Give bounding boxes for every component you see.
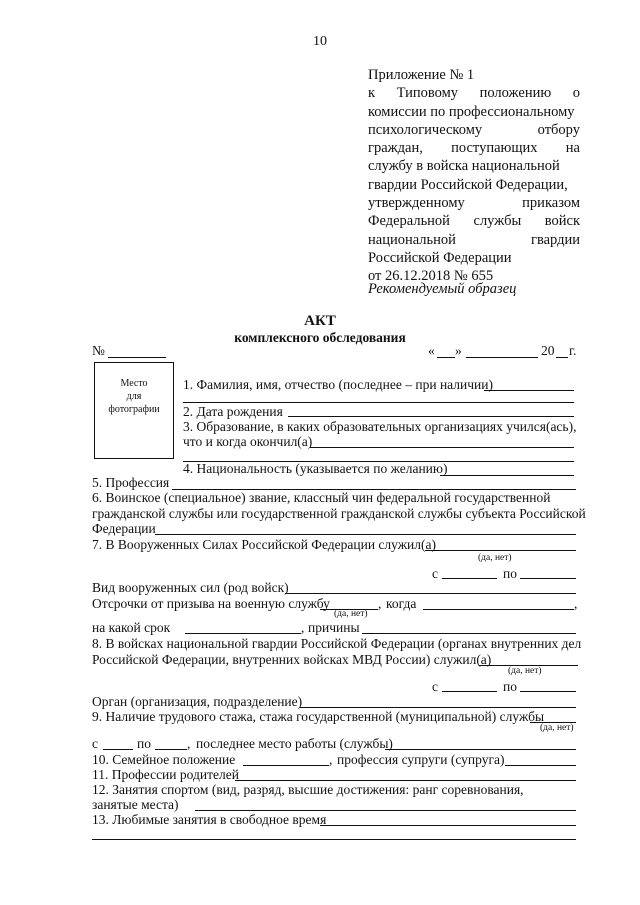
yes-no-hint: (да, нет) bbox=[478, 553, 512, 563]
rank-field[interactable] bbox=[155, 534, 576, 535]
hobbies-field[interactable] bbox=[320, 825, 576, 826]
parents-profession-field[interactable] bbox=[235, 780, 576, 781]
from-label: с bbox=[432, 566, 438, 581]
number-field[interactable] bbox=[108, 357, 166, 358]
last-work-field[interactable] bbox=[385, 749, 576, 750]
organ-label: Орган (организация, подразделение) bbox=[92, 694, 303, 709]
photo-label: фотографии bbox=[108, 404, 160, 415]
work-to-field[interactable] bbox=[155, 749, 187, 750]
field-8-label: 8. В войсках национальной гвардии Российской Федерации (органах внутренних дел bbox=[92, 636, 582, 651]
field-12-label-cont: занятые места) bbox=[92, 797, 179, 812]
field-13-label: 13. Любимые занятия в свободное время bbox=[92, 812, 327, 827]
appendix-line: службу в войска национальной bbox=[368, 158, 560, 175]
date-day-field[interactable] bbox=[437, 357, 455, 358]
term-label: на какой срок bbox=[92, 620, 171, 635]
year-prefix: 20 bbox=[541, 343, 555, 358]
spouse-profession-field[interactable] bbox=[505, 765, 576, 766]
to-label: по bbox=[137, 736, 151, 751]
armed-forces-service-field[interactable] bbox=[425, 550, 576, 551]
field-12-label: 12. Занятия спортом (вид, разряд, высшие достижения: ранг соревнования, bbox=[92, 782, 524, 797]
document-title: АКТ bbox=[304, 313, 336, 329]
hobbies-field-continuation[interactable] bbox=[92, 839, 576, 840]
field-3-label-cont: что и когда окончил(а) bbox=[183, 434, 313, 449]
appendix-line: от 26.12.2018 № 655 bbox=[368, 268, 494, 285]
from-label: с bbox=[92, 736, 98, 751]
armed-forces-to-field[interactable] bbox=[520, 578, 576, 579]
national-guard-from-field[interactable] bbox=[442, 691, 497, 692]
work-from-field[interactable] bbox=[103, 749, 133, 750]
page-number: 10 bbox=[313, 34, 327, 49]
marital-comma: , bbox=[329, 752, 333, 767]
appendix-line: психологическому отбору bbox=[368, 121, 580, 138]
yes-no-hint: (да, нет) bbox=[334, 609, 368, 619]
appendix-line: гвардии Российской Федерации, bbox=[368, 176, 568, 193]
photo-label: Место bbox=[120, 378, 148, 389]
term-comma: , bbox=[301, 620, 305, 635]
appendix-line: граждан, поступающих на bbox=[368, 140, 580, 157]
national-guard-to-field[interactable] bbox=[520, 691, 576, 692]
field-8-label-cont: Российской Федерации, внутренних войсках МВД России) служил(а) bbox=[92, 652, 492, 667]
field-6-label: 6. Воинское (специальное) звание, классный чин федеральной государственной bbox=[92, 490, 551, 505]
organ-field[interactable] bbox=[300, 707, 576, 708]
full-name-field[interactable] bbox=[484, 390, 574, 391]
reasons-field[interactable] bbox=[362, 633, 576, 634]
sports-field[interactable] bbox=[195, 810, 576, 811]
when-label: когда bbox=[386, 596, 417, 611]
appendix-line: к Типовому положению о bbox=[368, 85, 580, 102]
reasons-label: причины bbox=[308, 620, 360, 635]
to-label: по bbox=[503, 566, 517, 581]
date-quote-close: » bbox=[455, 343, 462, 358]
field-3-label: 3. Образование, в каких образовательных организациях учился(ась), bbox=[183, 419, 577, 434]
field-6-label-cont: гражданской службы или государственной гражданской службы субъекта Российской bbox=[92, 506, 586, 521]
yes-no-hint: (да, нет) bbox=[540, 723, 574, 733]
appendix-line: Федеральной службы войск bbox=[368, 213, 580, 230]
term-field[interactable] bbox=[185, 633, 301, 634]
field-6-label-cont2: Федерации bbox=[92, 521, 156, 536]
appendix-line: Приложение № 1 bbox=[368, 67, 475, 83]
appendix-line: комиссии по профессиональному bbox=[368, 103, 575, 120]
year-field[interactable] bbox=[556, 357, 568, 358]
education-field[interactable] bbox=[310, 447, 574, 448]
birth-date-field[interactable] bbox=[288, 416, 574, 417]
deferral-comma: , bbox=[378, 596, 382, 611]
deferral-when-comma: , bbox=[574, 596, 578, 611]
date-month-field[interactable] bbox=[466, 357, 538, 358]
appendix-block bbox=[368, 66, 580, 286]
last-work-label: последнее место работы (службы) bbox=[196, 736, 393, 751]
armed-forces-from-field[interactable] bbox=[442, 578, 497, 579]
number-label: № bbox=[92, 343, 105, 358]
field-7-label: 7. В Вооруженных Силах Российской Федерации служил(а) bbox=[92, 537, 437, 552]
date-quote-open: « bbox=[428, 343, 435, 358]
field-1-label: 1. Фамилия, имя, отчество (последнее – при наличии) bbox=[183, 377, 493, 392]
appendix-line: национальной гвардии bbox=[368, 231, 580, 248]
field-9-label: 9. Наличие трудового стажа, стажа государственной (муниципальной) службы bbox=[92, 709, 545, 724]
to-label: по bbox=[503, 679, 517, 694]
branch-label: Вид вооруженных сил (род войск) bbox=[92, 580, 289, 595]
photo-label: для bbox=[126, 391, 142, 402]
nationality-field[interactable] bbox=[440, 475, 574, 476]
appendix-line: утвержденному приказом bbox=[368, 195, 580, 212]
spouse-label: профессия супруги (супруга) bbox=[337, 752, 505, 767]
deferral-label: Отсрочки от призыва на военную службу bbox=[92, 596, 330, 611]
marital-status-field[interactable] bbox=[243, 765, 329, 766]
from-label: с bbox=[432, 679, 438, 694]
recommended-sample-label: Рекомендуемый образец bbox=[368, 281, 517, 297]
field-5-label: 5. Профессия bbox=[92, 475, 170, 490]
field-2-label: 2. Дата рождения bbox=[183, 404, 283, 419]
appendix-line: Российской Федерации bbox=[368, 249, 512, 266]
photo-placeholder bbox=[94, 362, 174, 459]
work-comma: , bbox=[187, 736, 191, 751]
field-4-label: 4. Национальность (указывается по желанию) bbox=[183, 461, 448, 476]
year-suffix: г. bbox=[569, 343, 577, 358]
branch-field[interactable] bbox=[285, 593, 576, 594]
full-name-field-continuation[interactable] bbox=[183, 402, 574, 403]
field-11-label: 11. Профессии родителей bbox=[92, 767, 239, 782]
deferral-when-field[interactable] bbox=[423, 609, 574, 610]
yes-no-hint: (да, нет) bbox=[508, 666, 542, 676]
document-subtitle: комплексного обследования bbox=[234, 330, 406, 345]
field-10-label: 10. Семейное положение bbox=[92, 752, 236, 767]
